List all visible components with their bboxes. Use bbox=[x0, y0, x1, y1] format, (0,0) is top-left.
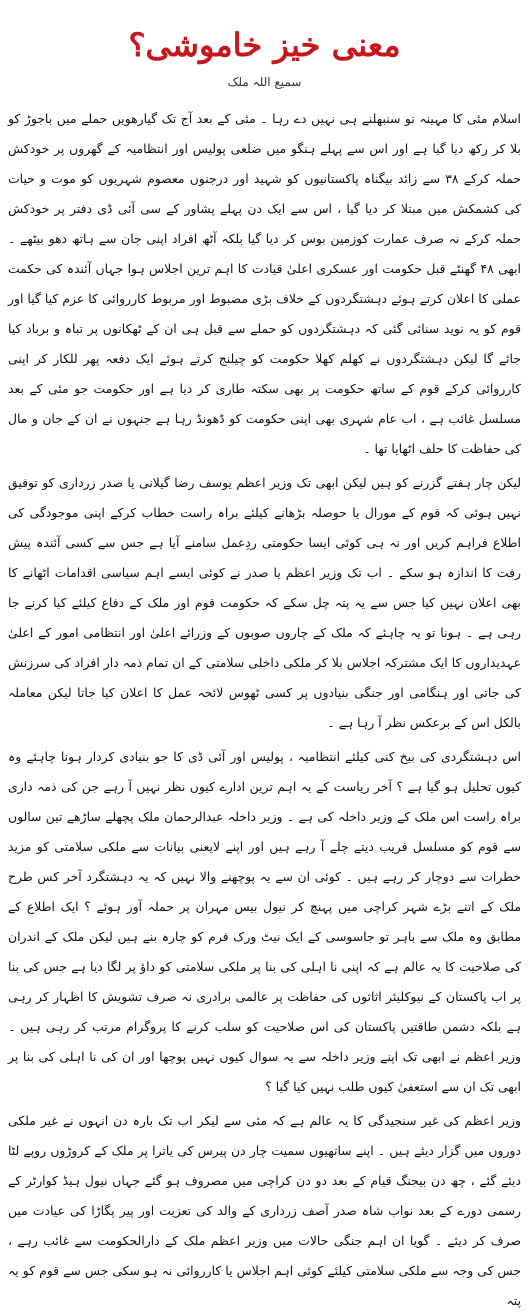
article-paragraph: اس دہشتگردی کی بیخ کنی کیلئے انتظامیہ ، پولیس اور آئی ڈی کا جو بنیادی کردار ہونا چاہئے وہ کیوں تحلیل ہو گیا ہے ؟ آخر ریاست کے یہ اہم ترین ادارے کیوں نظر نہیں آ رہے جن کی ذمہ داری براہ راست اس ملک کے وزیر داخلہ کی ہے ۔ وزیر داخلہ عبدالرحمان ملک پچھلے ساڑھے تین سالوں سے قوم کو مسلسل فریب دیتے چلے آ رہے ہیں اور اپنے لایعنی بیانات سے ملکی سلامتی کو مزید خطرات سے دوچار کر رہے ہیں ۔ کوئی ان سے یہ پوچھنے والا نہیں کہ یہ دہشتگرد آخر کس طرح ملک کے اتنے بڑے شہر کراچی میں پہنچ کر نیول بیس مہران پر حملہ آور ہوئے ؟ ایک اطلاع کے مطابق وہ ملک سے باہر تو جاسوسی کے ایک نیٹ ورک فرم کو چارہ بنے ہیں لیکن ملک کے اندران کی صلاحیت کا یہ عالم ہے کہ اپنی نا اہلی کی بنا پر ملکی سلامتی کو داؤ پر لگا دیا ہے جس کی بنا پر اب پاکستان کے نیوکلیئر اثاثوں کی حفاظت پر عالمی برادری نہ صرف تشویش کا اظہار کر رہی ہے بلکہ دشمن طاقتیں پاکستان کی اس صلاحیت کو سلب کرنے کا پروگرام مرتب کر رہی ہیں ۔ وزیر اعظم نے ابھی تک اپنے وزیر داخلہ سے یہ سوال کیوں نہیں پوچھا اور ان کی نا اہلی کی بنا پر ابھی تک ان سے استعفیٰ کیوں طلب نہیں کیا گیا ؟ bbox=[8, 749, 521, 1094]
article-paragraph: لیکن چار ہفتے گزرنے کو ہیں لیکن ابھی تک وزیر اعظم یوسف رضا گیلانی یا صدر زرداری کو توفیق نہیں ہوئی کہ قوم کے مورال یا حوصلہ بڑھانے کیلئے براہ راست خطاب کرکے اپنی موجودگی کی اطلاع فراہم کریں اور نہ ہی کوئی ایسا حکومتی ردِعمل سامنے آیا ہے جس سے کسی آئندہ پیش رفت کا اندازہ ہو سکے ۔ اب تک وزیر اعظم یا صدر نے کوئی ایسے اہم سیاسی اقدامات اٹھانے کا بھی اعلان نہیں کیا جس سے یہ پتہ چل سکے کہ حکومت قوم اور ملک کے دفاع کیلئے کیا کرنے جا رہی ہے ۔ ہونا تو یہ چاہئے کہ ملک کے چاروں صوبوں کے وزرائے اعلیٰ اور انتظامی امور کے اعلیٰ عہدیداروں کا ایک مشترکہ اجلاس بلا کر ملکی داخلی سلامتی کے ان تمام ذمہ دار افراد کی سرزنش کی جاتی اور ہنگامی اور جنگی بنیادوں پر کسی ٹھوس لائحہ عمل کا اعلان کیا جاتا لیکن معاملہ بالکل اس کے برعکس نظر آ رہا ہے ۔ bbox=[8, 475, 521, 730]
author-byline: سمیع اللہ ملک bbox=[227, 75, 302, 89]
article-body bbox=[8, 104, 521, 1316]
article-paragraph: اسلام مئی کا مہینہ تو سنبھلنے ہی نہیں دے رہا ۔ مئی کے بعد آج تک گیارھویں حملے میں باجوڑ کو بلا کر رکھ دیا گیا ہے اور اس سے پہلے ہنگو میں ضلعی پولیس اور انتظامیہ کے گھروں پر خودکش حملہ کرکے ۳۸ سے زائد بیگناہ پاکستانیوں کو شہید اور درجنوں معصوم شہریوں کو موت و حیات کی کشمکش میں مبتلا کر دیا گیا ، اس سے ایک دن پہلے پشاور کے سی آئی ڈی دفتر پر خودکش حملہ کرکے نہ صرف عمارت کوزمین بوس کر دیا گیا بلکہ آٹھ افراد اپنی جان سے ہاتھ دھو بیٹھے ۔ ابھی ۴۸ گھنٹے قبل حکومت اور عسکری اعلیٰ قیادت کا اہم ترین اجلاس ہوا جہاں آئندہ کی حکمت عملی کا اعلان کرتے ہوئے دہشتگردوں کے خلاف بڑی مضبوط اور مربوط کارروائی کا عزم کیا گیا اور قوم کو یہ نوید سنائی گئی کہ دہشتگردوں کو حملے سے قبل ہی ان کے ٹھکانوں پر تباہ و برباد کیا جائے گا لیکن دہشتگردوں نے کھلم کھلا حکومت کو چیلنج کرتے ہوئے ایک دفعہ پھر للکار کر اپنی کارروائی کرکے قوم کے ساتھ حکومت پر بھی سکتہ طاری کر دیا ہے اور حکومت جو مئی کے بعد مسلسل غائب ہے ، اب عام شہری بھی اپنی حکومت کو ڈھونڈ رہا ہے جنہوں نے ان کے جان و مال کی حفاظت کا حلف اٹھایا تھا ۔ bbox=[8, 111, 522, 456]
article-page bbox=[0, 22, 529, 1308]
article-title: معنی خیز خاموشی؟ bbox=[128, 26, 401, 64]
article-paragraph: وزیر اعظم کی غیر سنجیدگی کا یہ عالم ہے کہ مئی سے لیکر اب تک بارہ دن انہوں نے غیر ملکی دوروں میں گزار دیئے ہیں ۔ اپنے ساتھیوں سمیت چار دن پیرس کی یاترا پر ملک کے کروڑوں روپے لٹا دیئے گئے ، چھ دن بیجنگ قیام کے بعد دو دن کراچی میں مصروف ہو گئے جہاں نیول ہیڈ کوارٹر کے رسمی دورے کے بعد نواب شاہ صدر آصف زرداری کے والد کی تعزیت اور پیر پگاڑا کی عیادت میں صرف کر دیئے ۔ گویا ان اہم جنگی حالات میں وزیر اعظم ملک کے دارالحکومت سے غائب رہے ، جس کی وجہ سے ملکی سلامتی کیلئے کوئی اہم اجلاس یا کارروائی نہ ہو سکی جس سے قوم کو یہ پتہ bbox=[8, 1113, 521, 1308]
